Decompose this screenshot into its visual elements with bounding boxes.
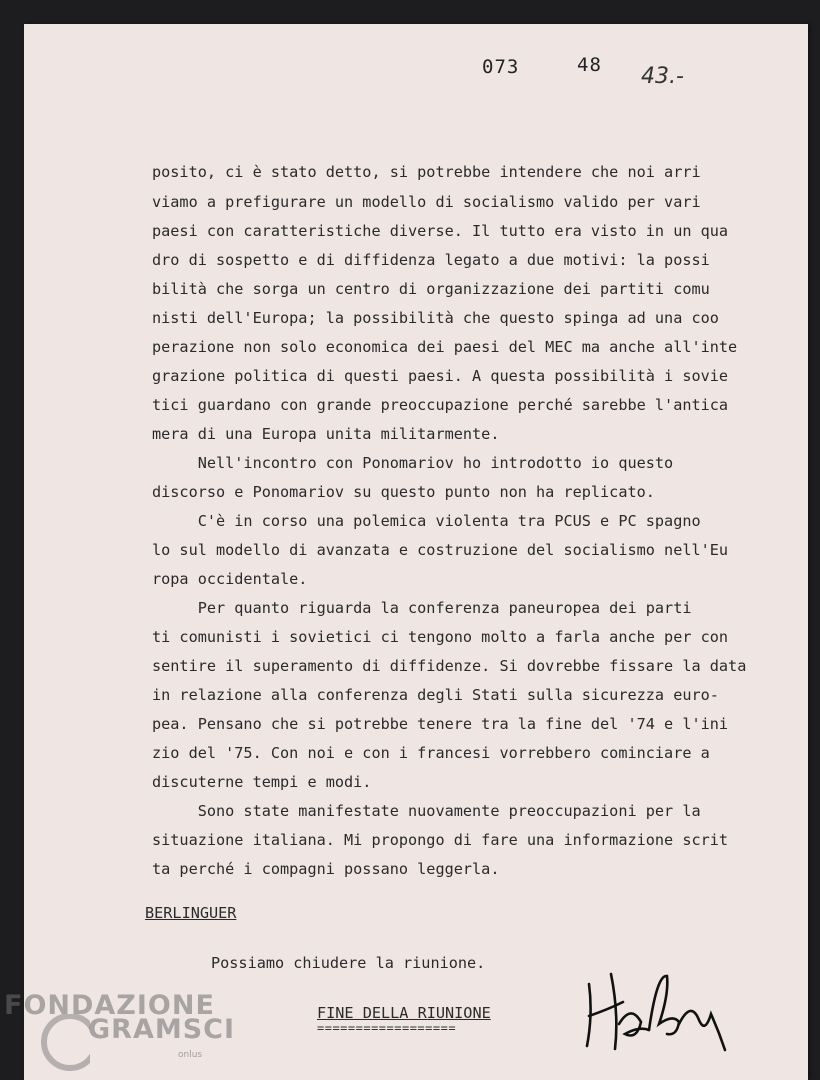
- body-line: Nell'incontro con Ponomariov ho introdotto io questo: [152, 454, 674, 472]
- handwritten-signature: [579, 954, 729, 1054]
- watermark-line1: FONDAZIONE: [4, 990, 215, 1021]
- body-line: dro di sospetto e di diffidenza legato a due motivi: la possi: [152, 251, 710, 269]
- body-line: grazione politica di questi paesi. A questa possibilità i sovie: [152, 367, 729, 385]
- body-line: discuterne tempi e modi.: [152, 773, 372, 791]
- body-line: zio del '75. Con noi e con i francesi vorrebbero cominciare a: [152, 744, 710, 762]
- body-line: in relazione alla conferenza degli Stati sulla sicurezza euro-: [152, 686, 719, 704]
- handwritten-page-number: 43.-: [641, 64, 684, 89]
- body-line: ta perché i compagni possano leggerla.: [152, 860, 500, 878]
- body-line: ropa occidentale.: [152, 570, 308, 588]
- body-line: tici guardano con grande preoccupazione perché sarebbe l'antica: [152, 396, 729, 414]
- page-stamp-number-right: 48: [577, 54, 602, 76]
- closing-statement: Possiamo chiudere la riunione.: [211, 954, 486, 972]
- body-line: sentire il superamento di diffidenze. Si dovrebbe fissare la data: [152, 657, 747, 675]
- speaker-name: BERLINGUER: [145, 904, 237, 922]
- page-stamp-number-left: 073: [482, 56, 520, 78]
- body-line: posito, ci è stato detto, si potrebbe intendere che noi arri: [152, 163, 701, 181]
- watermark-subtitle: onlus: [178, 1050, 203, 1060]
- watermark-line2: GRAMSCI: [88, 1014, 236, 1045]
- body-line: paesi con caratteristiche diverse. Il tutto era visto in un qua: [152, 222, 729, 240]
- end-title-double-underline: ==================: [317, 1021, 457, 1035]
- body-line: bilità che sorga un centro di organizzazione dei partiti comu: [152, 280, 710, 298]
- body-line: nisti dell'Europa; la possibilità che questo spinga ad una coo: [152, 309, 719, 327]
- body-line: mera di una Europa unita militarmente.: [152, 425, 500, 443]
- body-line: discorso e Ponomariov su questo punto non ha replicato.: [152, 483, 655, 501]
- body-line: Per quanto riguarda la conferenza paneuropea dei parti: [152, 599, 692, 617]
- document-page: [24, 24, 808, 1080]
- body-line: situazione italiana. Mi propongo di fare una informazione scrit: [152, 831, 729, 849]
- body-line: perazione non solo economica dei paesi del MEC ma anche all'inte: [152, 338, 738, 356]
- body-line: viamo a prefigurare un modello di socialismo valido per vari: [152, 193, 701, 211]
- body-line: ti comunisti i sovietici ci tengono molto a farla anche per con: [152, 628, 729, 646]
- body-line: Sono state manifestate nuovamente preoccupazioni per la: [152, 802, 701, 820]
- body-line: lo sul modello di avanzata e costruzione del socialismo nell'Eu: [152, 541, 729, 559]
- body-line: C'è in corso una polemica violenta tra PCUS e PC spagno: [152, 512, 701, 530]
- watermark-logo-icon: [30, 1014, 90, 1074]
- body-line: pea. Pensano che si potrebbe tenere tra la fine del '74 e l'ini: [152, 715, 729, 733]
- end-of-meeting-title: FINE DELLA RIUNIONE: [317, 1004, 491, 1022]
